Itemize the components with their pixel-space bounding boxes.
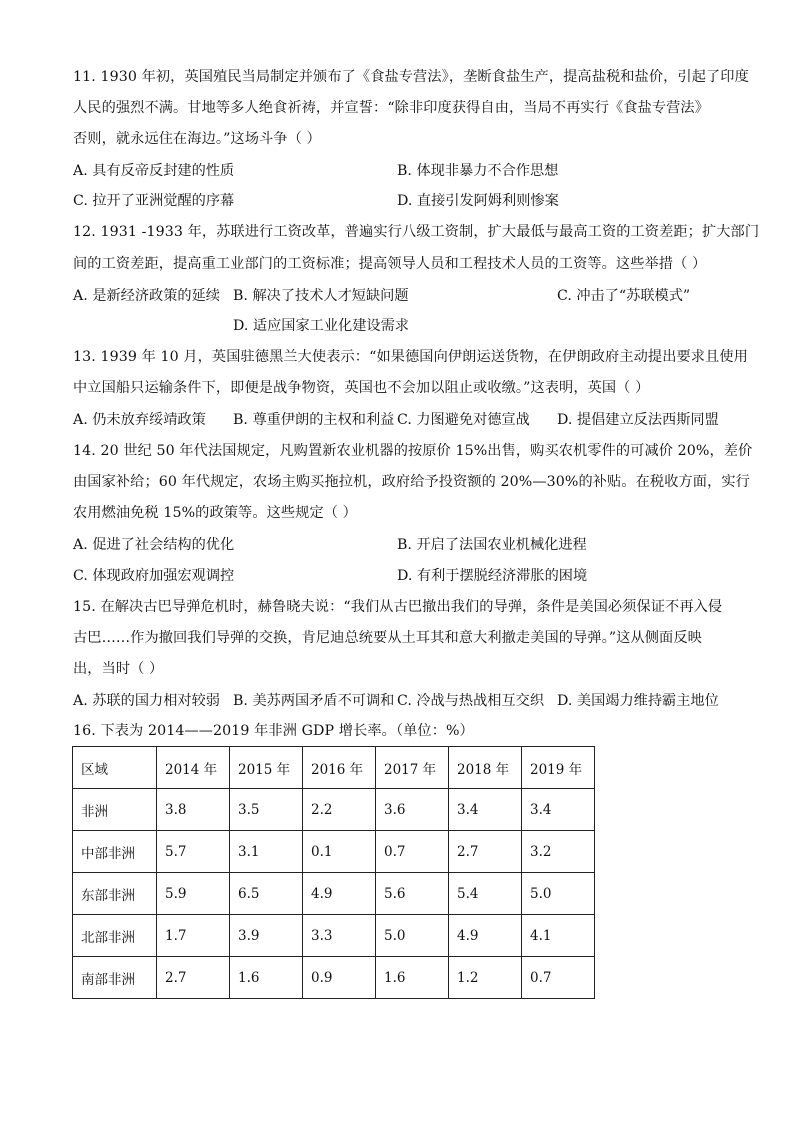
table-header-cell: 2014 年 bbox=[157, 747, 230, 789]
q14-stem-line-3: 农用燃油免税 15%的政策等。这些规定（ ） bbox=[73, 505, 357, 521]
q11-option-a: A. 具有反帝反封建的性质 bbox=[73, 163, 235, 179]
q11-stem-line-1: 11. 1930 年初，英国殖民当局制定并颁布了《食盐专营法》，垄断食盐生产，提高盐税和盐价，引起了印度 bbox=[73, 69, 749, 85]
table-header-cell: 2015 年 bbox=[230, 747, 303, 789]
q11-option-c: C. 拉开了亚洲觉醒的序幕 bbox=[73, 193, 235, 209]
q15-stem-line-2: 古巴……作为撤回我们导弹的交换，肯尼迪总统要从土耳其和意大利撤走美国的导弹。”这从侧面反映 bbox=[73, 630, 702, 646]
q15-stem-line-3: 出，当时（ ） bbox=[73, 661, 164, 677]
q14-stem-line-1: 14. 20 世纪 50 年代法国规定，凡购置新农业机器的按原价 15%出售，购买农机零件的可减价 20%，差价 bbox=[73, 443, 753, 459]
table-cell: 3.2 bbox=[522, 831, 595, 873]
table-cell: 中部非洲 bbox=[73, 831, 157, 873]
table-cell: 东部非洲 bbox=[73, 873, 157, 915]
q12-stem-line-2: 间的工资差距，提高重工业部门的工资标准；提高领导人员和工程技术人员的工资等。这些举措（ ） bbox=[73, 256, 707, 272]
q12-option-b: B. 解决了技术人才短缺问题 bbox=[233, 288, 409, 304]
q11-option-d: D. 直接引发阿姆利则惨案 bbox=[397, 193, 559, 209]
table-cell: 非洲 bbox=[73, 789, 157, 831]
table-cell: 3.6 bbox=[376, 789, 449, 831]
q15-stem-line-1: 15. 在解决古巴导弹危机时，赫鲁晓夫说：“我们从古巴撤出我们的导弹，条件是美国必须保证不再入侵 bbox=[73, 599, 723, 615]
q13-stem-line-2: 中立国船只运输条件下，即便是战争物资，英国也不会加以阻止或收缴。”这表明，英国（ ） bbox=[73, 380, 650, 396]
q12-option-d: D. 适应国家工业化建设需求 bbox=[233, 318, 409, 334]
table-header-cell: 2018 年 bbox=[449, 747, 522, 789]
q14-stem-line-2: 由国家补给；60 年代规定，农场主购买拖拉机，政府给予投资额的 20%—30%的补贴。在税收方面，实行 bbox=[73, 474, 750, 490]
table-cell: 3.3 bbox=[303, 915, 376, 957]
q13-option-c: C. 力图避免对德宣战 bbox=[397, 412, 530, 428]
q12-option-a: A. 是新经济政策的延续 bbox=[73, 288, 220, 304]
table-cell: 5.0 bbox=[522, 873, 595, 915]
q15-option-b: B. 美苏两国矛盾不可调和 bbox=[233, 693, 395, 709]
table-row bbox=[73, 831, 595, 873]
q11-option-b: B. 体现非暴力不合作思想 bbox=[397, 163, 559, 179]
table-cell: 3.4 bbox=[449, 789, 522, 831]
table-cell: 4.9 bbox=[449, 915, 522, 957]
table-cell: 3.8 bbox=[157, 789, 230, 831]
table-header-cell: 区域 bbox=[73, 747, 157, 789]
table-row bbox=[73, 873, 595, 915]
q14-option-c: C. 体现政府加强宏观调控 bbox=[73, 568, 235, 584]
table-header-cell: 2019 年 bbox=[522, 747, 595, 789]
table-row bbox=[73, 957, 595, 999]
table-cell: 北部非洲 bbox=[73, 915, 157, 957]
table-cell: 1.7 bbox=[157, 915, 230, 957]
q13-option-a: A. 仍未放弃绥靖政策 bbox=[73, 412, 206, 428]
q11-stem-line-2: 人民的强烈不满。甘地等多人绝食祈祷，并宣誓：“除非印度获得自由，当局不再实行《食盐专营法》 bbox=[73, 100, 710, 116]
table-cell: 3.9 bbox=[230, 915, 303, 957]
table-cell: 4.9 bbox=[303, 873, 376, 915]
table-header-cell: 2017 年 bbox=[376, 747, 449, 789]
gdp-growth-table bbox=[72, 746, 595, 999]
table-cell: 0.1 bbox=[303, 831, 376, 873]
q15-option-a: A. 苏联的国力相对较弱 bbox=[73, 693, 220, 709]
table-cell: 3.4 bbox=[522, 789, 595, 831]
table-cell: 3.5 bbox=[230, 789, 303, 831]
table-cell: 南部非洲 bbox=[73, 957, 157, 999]
table-cell: 1.6 bbox=[376, 957, 449, 999]
table-header-cell: 2016 年 bbox=[303, 747, 376, 789]
q13-option-d: D. 提倡建立反法西斯同盟 bbox=[557, 412, 719, 428]
table-cell: 4.1 bbox=[522, 915, 595, 957]
q12-stem-line-1: 12. 1931 -1933 年，苏联进行工资改革，普遍实行八级工资制，扩大最低与最高工资的工资差距；扩大部门 bbox=[73, 224, 760, 240]
q14-option-a: A. 促进了社会结构的优化 bbox=[73, 537, 235, 553]
table-cell: 5.4 bbox=[449, 873, 522, 915]
table-cell: 2.2 bbox=[303, 789, 376, 831]
q15-option-d: D. 美国竭力维持霸主地位 bbox=[557, 693, 719, 709]
table-cell: 0.7 bbox=[376, 831, 449, 873]
table-cell: 3.1 bbox=[230, 831, 303, 873]
q13-option-b: B. 尊重伊朗的主权和利益 bbox=[233, 412, 395, 428]
q15-option-c: C. 冷战与热战相互交织 bbox=[397, 693, 545, 709]
q16-intro: 16. 下表为 2014——2019 年非洲 GDP 增长率。（单位：%） bbox=[73, 723, 474, 739]
q13-stem-line-1: 13. 1939 年 10 月，英国驻德黑兰大使表示：“如果德国向伊朗运送货物，在伊朗政府主动提出要求且使用 bbox=[73, 349, 748, 365]
table-cell: 2.7 bbox=[157, 957, 230, 999]
q11-stem-line-3: 否则，就永远住在海边。”这场斗争（ ） bbox=[73, 131, 321, 147]
table-row bbox=[73, 915, 595, 957]
table-cell: 1.2 bbox=[449, 957, 522, 999]
table-cell: 5.6 bbox=[376, 873, 449, 915]
table-cell: 0.9 bbox=[303, 957, 376, 999]
q14-option-b: B. 开启了法国农业机械化进程 bbox=[397, 537, 587, 553]
table-cell: 1.6 bbox=[230, 957, 303, 999]
table-row bbox=[73, 789, 595, 831]
table-header-row bbox=[73, 747, 595, 789]
table-cell: 2.7 bbox=[449, 831, 522, 873]
table-cell: 6.5 bbox=[230, 873, 303, 915]
table-cell: 5.7 bbox=[157, 831, 230, 873]
table-cell: 0.7 bbox=[522, 957, 595, 999]
table-cell: 5.0 bbox=[376, 915, 449, 957]
q12-option-c: C. 冲击了“苏联模式” bbox=[557, 288, 691, 304]
q14-option-d: D. 有利于摆脱经济滞胀的困境 bbox=[397, 568, 588, 584]
table-cell: 5.9 bbox=[157, 873, 230, 915]
